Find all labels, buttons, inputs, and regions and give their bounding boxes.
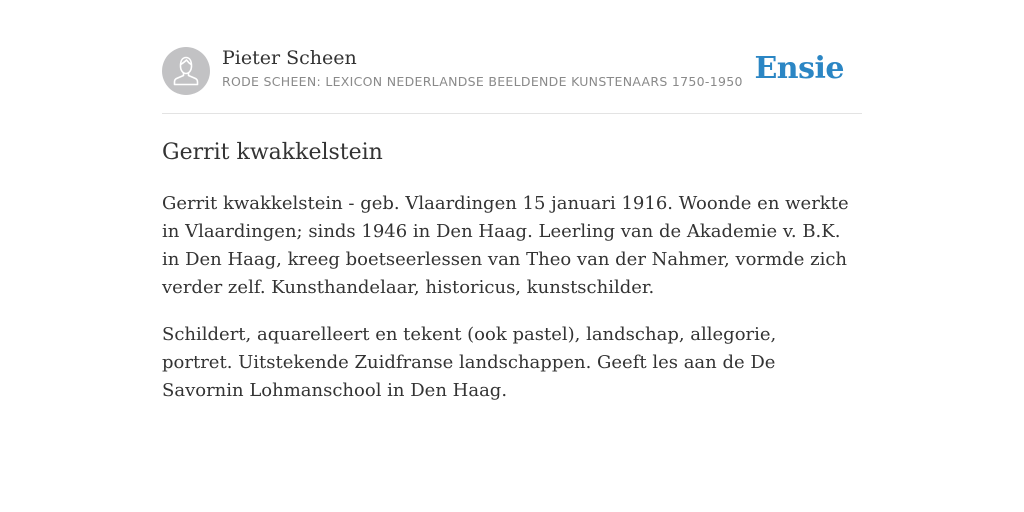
user-silhouette-icon	[162, 47, 210, 95]
ensie-logo[interactable]: Ensie	[754, 51, 844, 86]
header-divider	[162, 113, 862, 114]
author-name[interactable]: Pieter Scheen	[222, 47, 357, 69]
source-title[interactable]: RODE SCHEEN: LEXICON NEDERLANDSE BEELDENDE KUNSTENAARS 1750-1950	[222, 74, 743, 89]
article-body	[162, 190, 852, 424]
article-paragraph-2: Schildert, aquarelleert en tekent (ook pastel), landschap, allegorie, portret. Uitstekende Zuidfranse landschappen. Geeft les aan de De Savornin Lohmanschool in Den Haag.	[162, 324, 777, 401]
article-paragraph-1: Gerrit kwakkelstein - geb. Vlaardingen 15 januari 1916. Woonde en werkte in Vlaardingen; sinds 1946 in Den Haag. Leerling van de Akademie v. B.K. in Den Haag, kreeg boetseerlessen van Theo van der Nahmer, vormde zich verder zelf. Kunsthandelaar, historicus, kunstschilder.	[162, 193, 849, 298]
author-avatar[interactable]	[162, 47, 210, 95]
article-header	[162, 46, 862, 96]
article-title: Gerrit kwakkelstein	[162, 140, 383, 165]
